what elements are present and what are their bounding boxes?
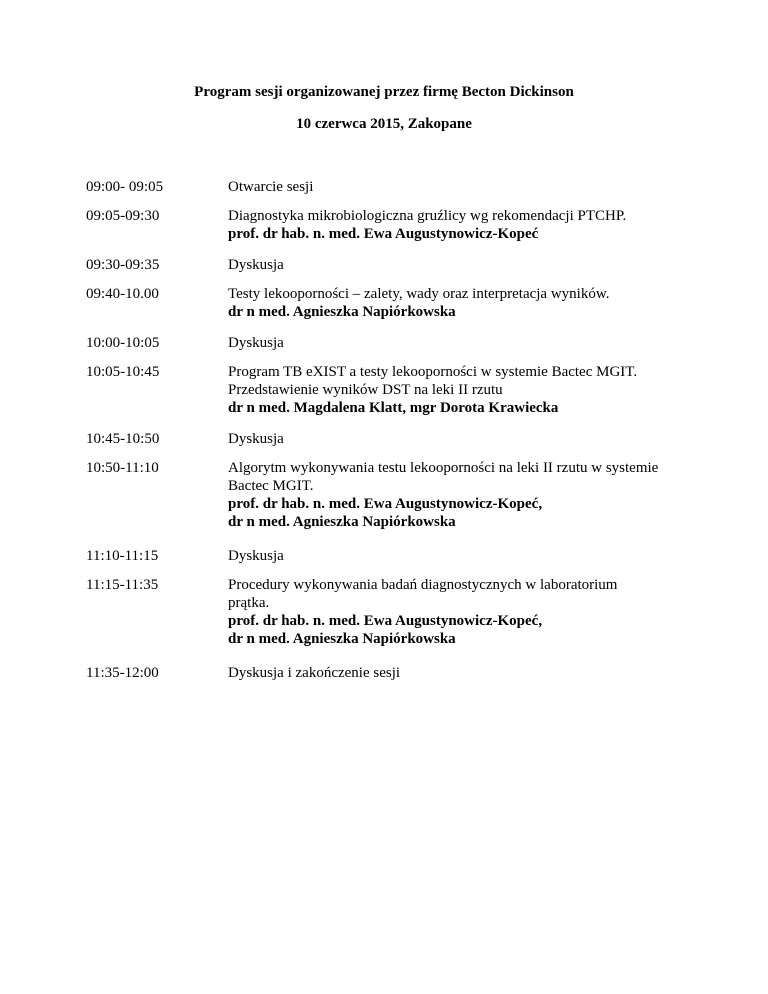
agenda-time: 10:05-10:45: [86, 364, 160, 380]
agenda-topic-line: Dyskusja: [228, 548, 284, 564]
agenda-content: [228, 256, 688, 274]
agenda-content: [228, 576, 688, 648]
agenda-speaker-line: prof. dr hab. n. med. Ewa Augustynowicz-Kopeć,: [228, 496, 543, 512]
agenda-topic-line: prątka.: [228, 595, 270, 611]
agenda-topic-line: Testy lekooporności – zalety, wady oraz interpretacja wyników.: [228, 286, 610, 302]
agenda-time: 11:35-12:00: [86, 665, 159, 681]
agenda-topic-line: Przedstawienie wyników DST na leki II rzutu: [228, 382, 503, 398]
agenda-topic-line: Program TB eXIST a testy lekooporności w systemie Bactec MGIT.: [228, 364, 638, 380]
agenda-speaker-line: dr n med. Agnieszka Napiórkowska: [228, 631, 456, 647]
agenda-content: [228, 178, 688, 196]
agenda-topic-line: Dyskusja: [228, 431, 284, 447]
agenda-time: 09:05-09:30: [86, 208, 160, 224]
agenda-topic-line: Dyskusja i zakończenie sesji: [228, 665, 401, 681]
agenda-time: 11:10-11:15: [86, 548, 159, 564]
agenda-speaker-line: dr n med. Magdalena Klatt, mgr Dorota Krawiecka: [228, 400, 559, 416]
agenda-topic-line: Dyskusja: [228, 335, 284, 351]
agenda-content: [228, 207, 688, 243]
agenda-speaker-line: dr n med. Agnieszka Napiórkowska: [228, 514, 456, 530]
agenda-time: 10:00-10:05: [86, 335, 160, 351]
agenda-content: [228, 459, 688, 531]
document-date-place: 10 czerwca 2015, Zakopane: [296, 116, 472, 132]
agenda-topic-line: Algorytm wykonywania testu lekooporności na leki II rzutu w systemie: [228, 460, 659, 476]
agenda-content: [228, 334, 688, 352]
agenda-topic-line: Bactec MGIT.: [228, 478, 314, 494]
agenda-speaker-line: prof. dr hab. n. med. Ewa Augustynowicz-Kopeć,: [228, 613, 543, 629]
agenda-time: 10:45-10:50: [86, 431, 160, 447]
document-title: Program sesji organizowanej przez firmę Becton Dickinson: [194, 84, 574, 100]
agenda-time: 09:00- 09:05: [86, 179, 164, 195]
agenda-content: [228, 547, 688, 565]
agenda-time: 09:30-09:35: [86, 257, 160, 273]
agenda-content: [228, 363, 688, 417]
agenda-time: 11:15-11:35: [86, 577, 159, 593]
agenda-content: [228, 430, 688, 448]
agenda-time: 09:40-10.00: [86, 286, 159, 302]
agenda-topic-line: Otwarcie sesji: [228, 179, 314, 195]
agenda-topic-line: Procedury wykonywania badań diagnostycznych w laboratorium: [228, 577, 618, 593]
agenda-content: [228, 285, 688, 321]
agenda-speaker-line: prof. dr hab. n. med. Ewa Augustynowicz-Kopeć: [228, 226, 539, 242]
agenda-time: 10:50-11:10: [86, 460, 159, 476]
agenda-speaker-line: dr n med. Agnieszka Napiórkowska: [228, 304, 456, 320]
agenda-content: [228, 664, 688, 682]
agenda-topic-line: Dyskusja: [228, 257, 284, 273]
agenda-topic-line: Diagnostyka mikrobiologiczna gruźlicy wg rekomendacji PTCHP.: [228, 208, 627, 224]
